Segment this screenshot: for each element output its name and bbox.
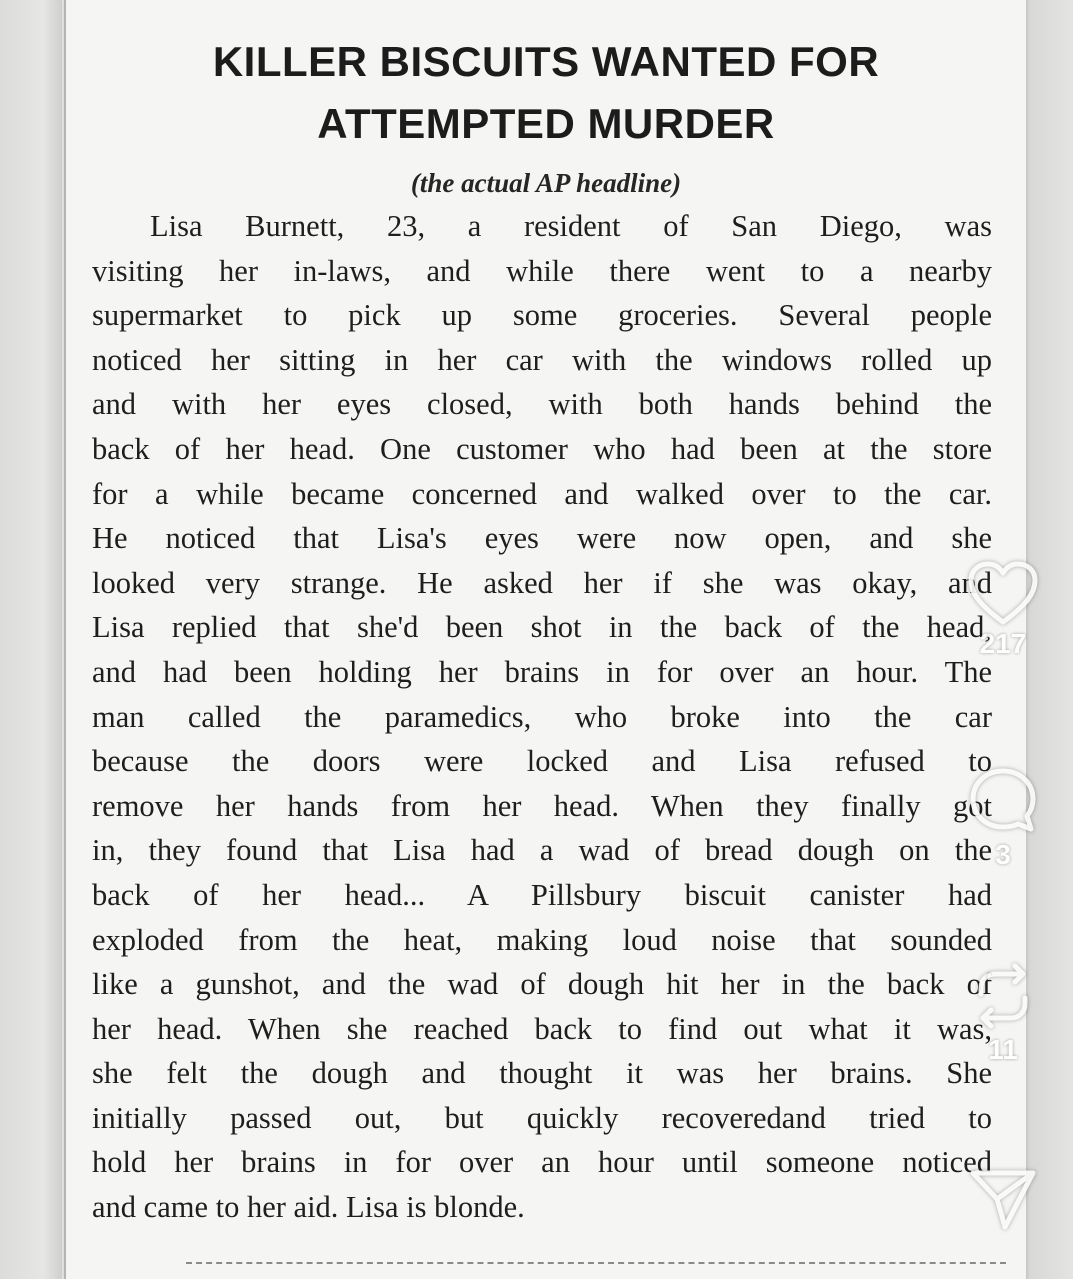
subheadline: (the actual AP headline) <box>410 168 682 198</box>
newspaper-clipping <box>64 0 1027 1279</box>
article-line: Lisa Burnett, 23, a resident of San Diego, was <box>150 209 992 243</box>
bottom-rule <box>186 1262 1006 1264</box>
article-line: for a while became concerned and walked over to the car. <box>92 476 992 511</box>
left-background <box>0 0 62 1279</box>
article-line: looked very strange. He asked her if she was okay, and <box>92 565 992 600</box>
article-line: man called the paramedics, who broke into the car <box>92 699 992 734</box>
article-line: Lisa replied that she'd been shot in the back of the head, <box>92 610 992 645</box>
article-line: and came to her aid. Lisa is blonde. <box>92 1190 525 1225</box>
article-line: initially passed out, but quickly recoveredand tried to <box>92 1100 992 1135</box>
comment-count: 3 <box>995 839 1011 870</box>
headline-line-2: ATTEMPTED MURDER <box>317 100 775 147</box>
repost-icon <box>967 960 1039 1032</box>
social-action-bar <box>958 560 1048 1260</box>
article-line: hold her brains in for over an hour until someone noticed <box>92 1145 992 1180</box>
send-button[interactable] <box>958 1165 1048 1233</box>
article-line: noticed her sitting in her car with the windows rolled up <box>92 342 992 377</box>
article-line: remove her hands from her head. When they finally got <box>92 788 992 823</box>
article-line: supermarket to pick up some groceries. Several people <box>92 298 992 333</box>
comment-icon <box>967 765 1039 837</box>
article-line: in, they found that Lisa had a wad of bread dough on the <box>92 833 992 868</box>
article-line: she felt the dough and thought it was her brains. She <box>92 1056 992 1091</box>
article-line: and had been holding her brains in for over an hour. The <box>92 654 992 689</box>
article-line: He noticed that Lisa's eyes were now open, and she <box>92 521 992 556</box>
article-line: visiting her in-laws, and while there went to a nearby <box>92 253 992 288</box>
like-count: 217 <box>979 628 1027 659</box>
comment-button[interactable] <box>958 765 1048 871</box>
repost-count: 11 <box>988 1034 1018 1065</box>
like-button[interactable] <box>958 560 1048 660</box>
article-body <box>92 204 992 1230</box>
repost-button[interactable] <box>958 960 1048 1066</box>
headline-line-1: KILLER BISCUITS WANTED FOR <box>212 38 880 85</box>
heart-icon <box>967 560 1039 626</box>
article-line: like a gunshot, and the wad of dough hit her in the back of <box>92 967 992 1002</box>
article-line: exploded from the heat, making loud noise that sounded <box>92 922 992 957</box>
article-line: back of her head. One customer who had been at the store <box>92 431 992 466</box>
article-line: and with her eyes closed, with both hands behind the <box>92 387 992 422</box>
article-line: her head. When she reached back to find out what it was, <box>92 1011 992 1046</box>
article-line: because the doors were locked and Lisa refused to <box>92 744 992 779</box>
article-line: back of her head... A Pillsbury biscuit canister had <box>92 877 992 912</box>
send-icon <box>967 1165 1039 1233</box>
